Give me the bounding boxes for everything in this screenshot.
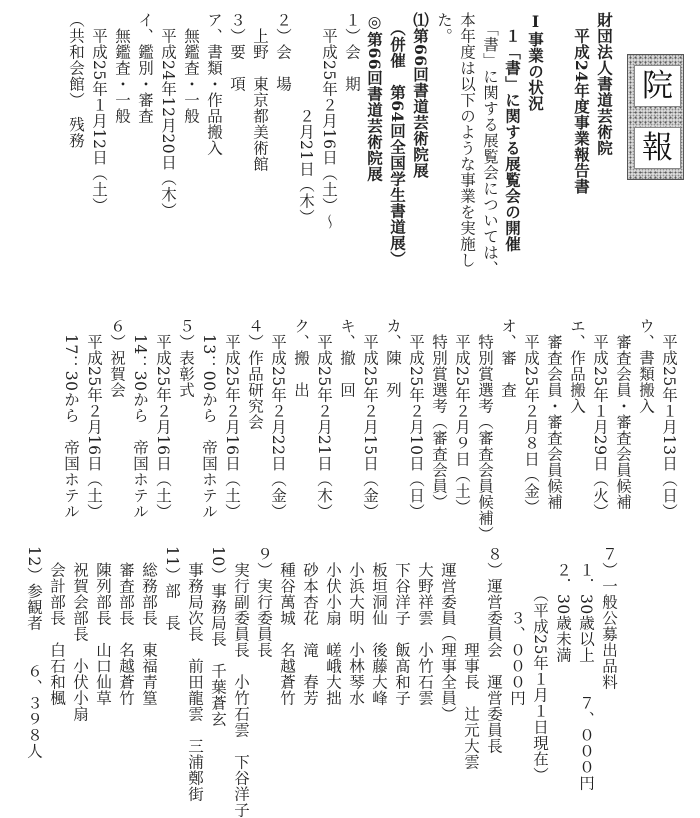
report-middle-line: エ、作品搬入 — [568, 318, 586, 414]
report-left-line: ２．30歳未満 — [554, 546, 572, 663]
report-right-line: 本年度は以下のような事業を実施し — [458, 12, 476, 268]
report-left-line: （平成25年１月１日現在） — [531, 546, 549, 783]
report-middle-line: 審査会員・審査会員候補 — [545, 318, 563, 510]
report-column-left — [22, 546, 620, 818]
report-left-line: 理事長 辻元大雲 — [462, 546, 480, 770]
report-right-line: 財団法人書道芸術院 — [595, 12, 614, 156]
report-right-line — [547, 12, 570, 274]
report-left-line: 12）参観者 ６、３９８人 — [25, 546, 43, 759]
report-middle-line: 平成25年２月16日（土） — [154, 318, 172, 520]
report-right-line: 平成25年２月16日（土）～ — [320, 12, 338, 230]
report-column-right — [64, 12, 616, 277]
report-right-line: ◎第66回書道芸術院展 — [365, 12, 384, 183]
report-right-line: Ⅰ事業の状況 — [526, 12, 545, 112]
report-middle-line: 平成25年２月10日（日） — [407, 318, 425, 520]
report-right-line: ア、書類・作品搬入 — [205, 12, 223, 156]
report-left-line: １．30歳以上 ７、０００円 — [577, 546, 595, 791]
report-middle-line: オ、審 査 — [499, 318, 517, 398]
report-right-line: イ、鑑別・審査 — [136, 12, 154, 124]
report-middle-line: 平成25年２月21日（木） — [315, 318, 333, 520]
report-right-line: ３）要 項 — [228, 12, 246, 92]
report-right-line: ２）会 場 — [274, 12, 292, 92]
report-right-line: 無鑑査・一般 — [182, 12, 200, 124]
report-left-line: ９）実行委員長 — [255, 546, 273, 658]
report-middle-line: 平成25年１月29日（火） — [591, 318, 609, 520]
report-right-line: １）会 期 — [343, 12, 361, 92]
report-middle-line: 審査会員・審査会員候補 — [614, 318, 632, 510]
report-right-line: ⑴第66回書道芸術院展 — [411, 12, 430, 179]
report-left-line: 小伏小扇 嵯峨大拙 — [324, 546, 342, 706]
section-badge — [627, 54, 684, 180]
report-middle-line: ６）祝賀会 — [108, 318, 126, 398]
report-middle-line: カ、陳 列 — [384, 318, 402, 398]
report-left-line: ７）一般公募出品料 — [600, 546, 618, 690]
report-right-line: た。 — [435, 12, 453, 44]
report-right-line: 無鑑査・一般 — [113, 12, 131, 124]
report-left-line: 総務部長 東福青篁 — [140, 546, 158, 706]
report-middle-line: キ、撤 回 — [338, 318, 356, 398]
report-right-line: （併催 第64回全国学生書道展） — [388, 12, 407, 267]
report-left-line: 陳列部長 山口仙草 — [94, 546, 112, 706]
report-middle-line: 平成25年２月９日（土） — [453, 318, 471, 515]
report-right-line: 平成24年度事業報告書 — [572, 12, 591, 195]
report-left-line: ８）運営委員会 運営委員長 — [485, 546, 503, 754]
report-middle-line: 平成25年２月８日（金） — [522, 318, 540, 515]
report-left-line: 祝賀会部長 小伏小扇 — [71, 546, 89, 722]
report-left-line: 小浜大明 小林琴水 — [347, 546, 365, 706]
report-middle-line: ４）作品研究会 — [246, 318, 264, 430]
report-left-line: 会計部長 白石和楓 — [48, 546, 66, 706]
report-left-line: 下谷洋子 飯髙和子 — [393, 546, 411, 706]
report-middle-line: 特別賞選考（審査会員） — [430, 318, 448, 510]
report-middle-line: ５）表彰式 — [177, 318, 195, 398]
report-left-line: 審査部長 名越蒼竹 — [117, 546, 135, 706]
report-middle-line: ウ、書類搬入 — [637, 318, 655, 414]
report-middle-line: 平成25年２月16日（土） — [223, 318, 241, 520]
report-right-line: １「書」に関する展覧会の開催 — [503, 12, 522, 252]
report-left-line: 11）部 長 — [163, 546, 181, 631]
report-right-line: （共和会館） 残務 — [67, 12, 85, 149]
report-right-line: 平成25年１月12日（土） — [90, 12, 108, 214]
report-column-middle — [59, 318, 680, 566]
report-middle-line: 17：30から 帝国ホテル — [62, 318, 80, 520]
report-left-line: 事務局次長 前田龍雲 三浦鄭街 — [186, 546, 204, 802]
report-right-line: 「書」に関する展覧会については、 — [481, 12, 499, 277]
report-right-line: 平成24年12月20日（木） — [159, 12, 177, 219]
report-middle-line: 平成25年２月22日（金） — [269, 318, 287, 520]
report-middle-line: 平成25年１月13日（日） — [660, 318, 678, 520]
report-middle-line: 特別賞選考（審査会員候補） — [476, 318, 494, 542]
report-middle-line: 平成25年２月15日（金） — [361, 318, 379, 520]
report-right-line: 上野 東京都美術館 — [251, 12, 269, 172]
report-left-line: ３、０００円 — [508, 546, 526, 706]
report-middle-line: ク、搬 出 — [292, 318, 310, 398]
report-left-line: 10）事務局長 千葉蒼玄 — [209, 546, 227, 727]
report-middle-line: 13：00から 帝国ホテル — [200, 318, 218, 520]
report-middle-line: 平成25年２月16日（土） — [85, 318, 103, 520]
report-right-line: ２月21日（木） — [297, 12, 315, 225]
badge-char-1: 院 — [634, 65, 681, 107]
report-left-line: 板垣洞仙 後藤大峰 — [370, 546, 388, 706]
report-left-line: 運営委員（理事全員） — [439, 546, 457, 722]
badge-char-2: 報 — [634, 127, 681, 169]
report-left-line: 砂本杏花 滝 春芳 — [301, 546, 319, 706]
report-left-line: 種谷萬城 名越蒼竹 — [278, 546, 296, 706]
report-left-line: 大野祥雲 小竹石雲 — [416, 546, 434, 706]
report-left-line: 実行副委員長 小竹石雲 下谷洋子 — [232, 546, 250, 818]
report-middle-line: 14：30から 帝国ホテル — [131, 318, 149, 520]
